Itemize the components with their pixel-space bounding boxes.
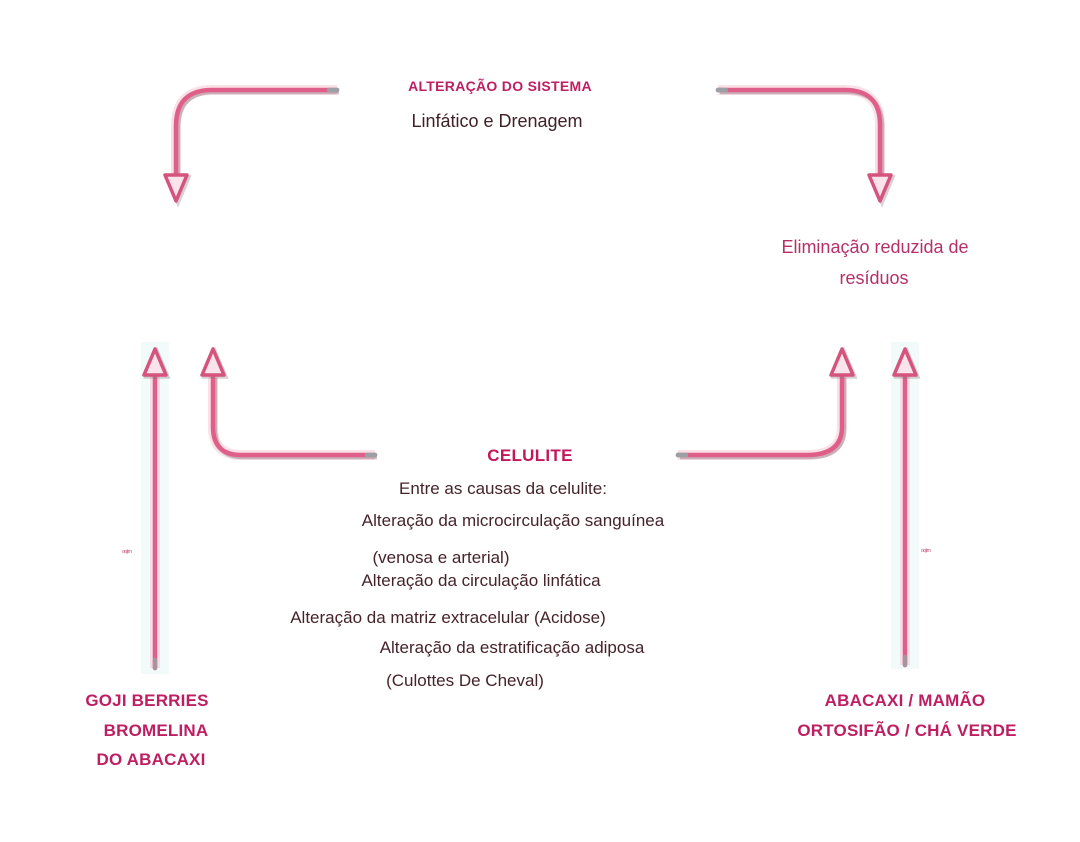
celulite-cause: (Culottes De Cheval) [386,671,544,690]
left-supplement-label: BROMELINA [103,721,209,740]
corner-arrow-down-right-icon [705,75,905,210]
system-alteration-subtitle: Linfático e Drenagem [411,111,583,131]
straight-arrow-up-icon [140,340,172,680]
right-supplement-label: ABACAXI / MAMÃO [824,691,986,710]
reduced-elimination-note-line1: Eliminação reduzida de [781,237,969,257]
micro-watermark-left: oojim [122,549,132,555]
celulite-title: CELULITE [487,446,573,465]
celulite-causes-intro: Entre as causas da celulite: [399,479,607,498]
corner-arrow-up-right-icon [665,340,865,465]
micro-watermark-right: oojim [921,548,931,554]
straight-arrow-up-icon [890,340,922,675]
celulite-cause: Alteração da estratificação adiposa [379,638,645,657]
left-supplement-label: GOJI BERRIES [85,691,209,710]
celulite-cause: Alteração da matriz extracelular (Acidose) [290,608,606,627]
celulite-cause: Alteração da microcirculação sanguínea [361,511,665,530]
corner-arrow-up-left-icon [195,340,395,465]
celulite-cause: Alteração da circulação linfática [361,571,601,590]
corner-arrow-down-left-icon [160,75,350,210]
reduced-elimination-note-line2: resíduos [839,268,909,288]
right-supplement-label: ORTOSIFÃO / CHÁ VERDE [797,721,1017,740]
left-supplement-label: DO ABACAXI [96,750,206,769]
system-alteration-title: ALTERAÇÃO DO SISTEMA [408,78,592,94]
celulite-cause: (venosa e arterial) [372,548,510,567]
